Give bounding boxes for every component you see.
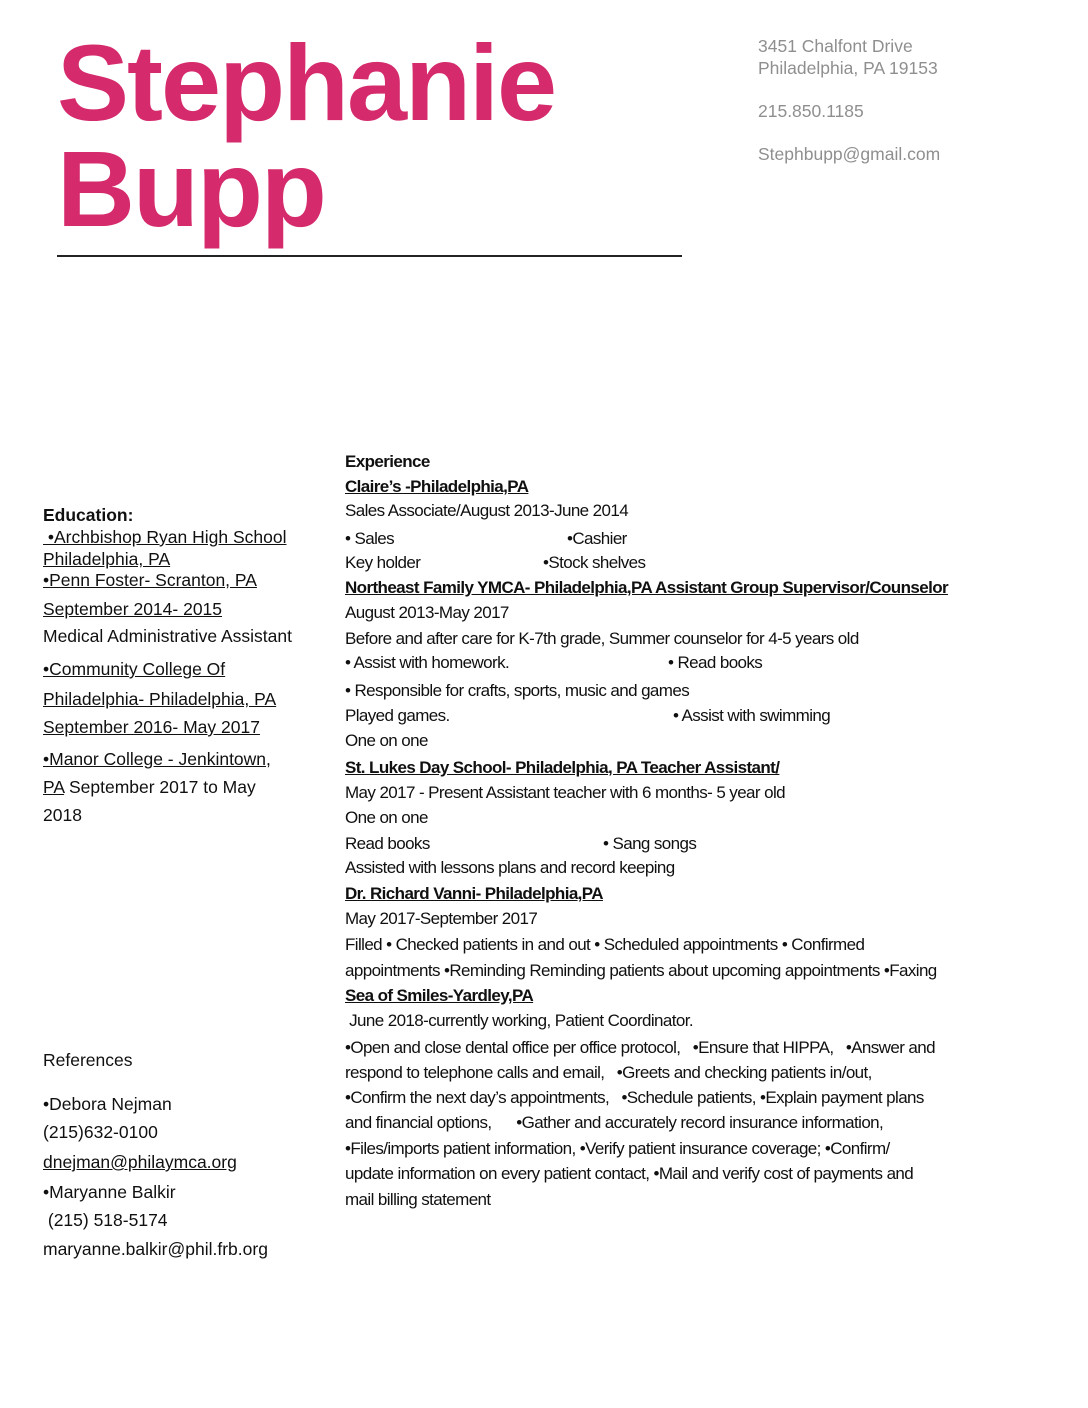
header-divider [57, 255, 682, 257]
education-school-archbishop-location: Philadelphia, PA [43, 549, 171, 569]
job-claires-role-dates: Sales Associate/August 2013-June 2014 [345, 501, 629, 520]
education-ccp-dates: September 2016- May 2017 [43, 717, 260, 737]
job-ymca-bullet-row-4: One on one [345, 731, 428, 750]
reference-1-name: •Debora Nejman [43, 1094, 172, 1114]
bullet-read-books: • Read books [668, 653, 763, 672]
bullet-read-books-2: Read books [345, 834, 430, 853]
education-manor-dates-line [43, 776, 343, 798]
contact-email: Stephbupp@gmail.com [758, 144, 941, 164]
bullet-played-games: Played games. [345, 706, 450, 725]
job-sea-duties-line-2: respond to telephone calls and email, •Greets and checking patients in/out, [345, 1063, 872, 1082]
job-sea-duties-line-4: and financial options, •Gather and accurately record insurance information, [345, 1113, 884, 1132]
job-sea-duties-line-5: •Files/imports patient information, •Verify patient insurance coverage; •Confirm/ [345, 1139, 890, 1158]
job-stlukes-dates: May 2017 - Present Assistant teacher with 6 months- 5 year old [345, 783, 785, 802]
bullet-assist-homework: • Assist with homework. [345, 653, 510, 672]
bullet-key-holder: Key holder [345, 553, 421, 572]
bullet-assist-swimming: • Assist with swimming [673, 706, 831, 725]
job-sea-duties-line-1: •Open and close dental office per office protocol, •Ensure that HIPPA, •Answer and [345, 1038, 935, 1057]
education-manor-dates: September 2017 to May [64, 777, 256, 797]
job-vanni-dates: May 2017-September 2017 [345, 909, 538, 928]
references-heading: References [43, 1050, 133, 1070]
job-ymca-bullet-row-1 [345, 652, 1045, 674]
job-ymca-bullet-row-2: • Responsible for crafts, sports, music and games [345, 681, 690, 700]
bullet-stock-shelves: •Stock shelves [543, 553, 646, 572]
experience-heading: Experience [345, 452, 430, 471]
education-manor-end-year: 2018 [43, 805, 82, 825]
job-ymca-dates: August 2013-May 2017 [345, 603, 509, 622]
education-manor-state: PA [43, 777, 65, 797]
job-sea-duties-line-6: update information on every patient contact, •Mail and verify cost of payments and [345, 1164, 914, 1183]
job-vanni-duties-line-2: appointments •Reminding Reminding patients about upcoming appointments •Faxing [345, 961, 937, 980]
education-penn-foster-dates: September 2014- 2015 [43, 599, 223, 619]
education-school-manor: •Manor College - Jenkintown, [43, 749, 271, 769]
job-sea-dates: June 2018-currently working, Patient Coordinator. [345, 1011, 693, 1030]
reference-2-email: maryanne.balkir@phil.frb.org [43, 1239, 268, 1259]
job-title-ymca: Northeast Family YMCA- Philadelphia,PA Assistant Group Supervisor/Counselor [345, 578, 949, 597]
job-vanni-duties-line-1: Filled • Checked patients in and out • Scheduled appointments • Confirmed [345, 935, 865, 954]
job-title-vanni: Dr. Richard Vanni- Philadelphia,PA [345, 884, 603, 903]
education-heading: Education: [43, 505, 134, 525]
education-ccp-location: Philadelphia- Philadelphia, PA [43, 689, 277, 709]
job-claires-bullet-row-1 [345, 528, 1045, 550]
education-school-ccp: •Community College Of [43, 659, 226, 679]
first-name: Stephanie [57, 22, 556, 143]
contact-phone: 215.850.1185 [758, 101, 864, 121]
job-sea-duties-line-7: mail billing statement [345, 1190, 491, 1209]
reference-2-name: •Maryanne Balkir [43, 1182, 176, 1202]
contact-address-line-2: Philadelphia, PA 19153 [758, 58, 938, 78]
job-title-claires: Claire’s -Philadelphia,PA [345, 477, 529, 496]
reference-1-email-link[interactable]: dnejman@philaymca.org [43, 1152, 237, 1172]
job-sea-duties-line-3: •Confirm the next day’s appointments, •Schedule patients, •Explain payment plans [345, 1088, 924, 1107]
reference-1-phone: (215)632-0100 [43, 1122, 158, 1142]
reference-2-phone: (215) 518-5174 [43, 1210, 168, 1230]
bullet-sang-songs: • Sang songs [603, 834, 697, 853]
bullet-cashier: •Cashier [567, 529, 627, 548]
bullet-sales: • Sales [345, 529, 394, 548]
job-ymca-bullet-row-3 [345, 705, 1045, 727]
last-name: Bupp [57, 128, 325, 249]
job-title-sea-of-smiles: Sea of Smiles-Yardley,PA [345, 986, 534, 1005]
job-stlukes-row-3: Assisted with lessons plans and record keeping [345, 858, 675, 877]
education-school-penn-foster: •Penn Foster- Scranton, PA [43, 570, 257, 590]
education-penn-foster-program: Medical Administrative Assistant [43, 626, 292, 646]
job-ymca-description: Before and after care for K-7th grade, Summer counselor for 4-5 years old [345, 629, 859, 648]
person-name [57, 22, 556, 249]
job-title-stlukes: St. Lukes Day School- Philadelphia, PA Teacher Assistant/ [345, 758, 780, 777]
job-stlukes-row-2 [345, 833, 1045, 855]
job-stlukes-row-1: One on one [345, 808, 428, 827]
contact-address-line-1: 3451 Chalfont Drive [758, 36, 913, 56]
job-claires-bullet-row-2 [345, 552, 1045, 574]
education-school-archbishop: •Archbishop Ryan High School [43, 527, 287, 547]
